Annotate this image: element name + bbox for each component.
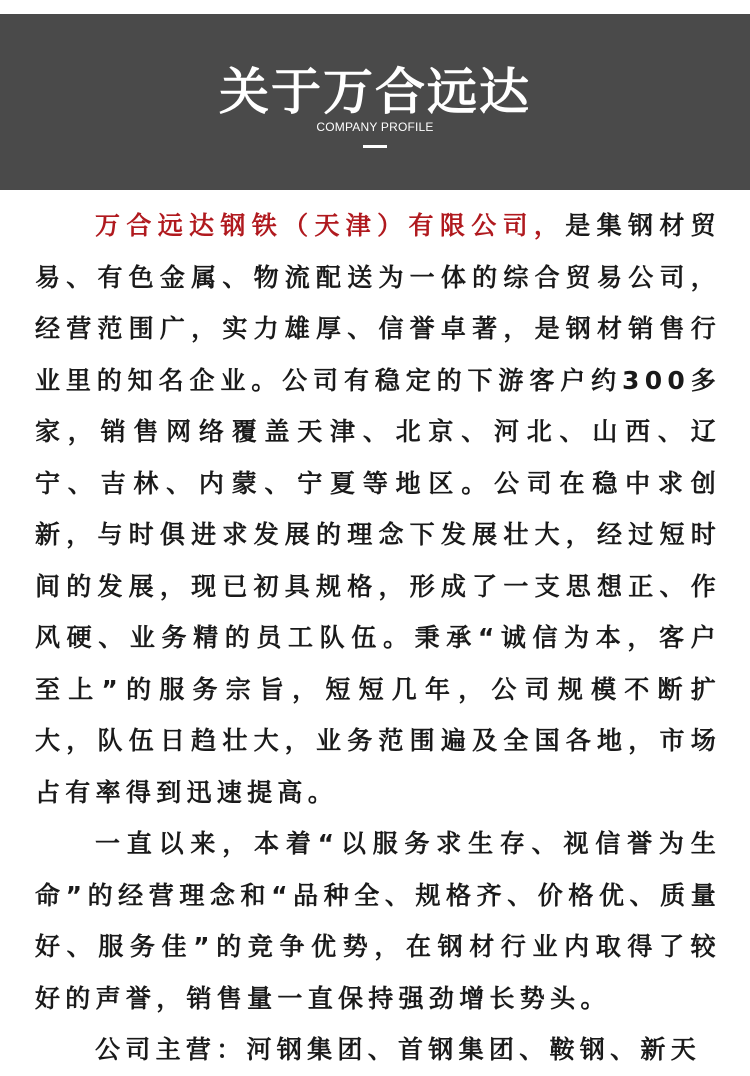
paragraph-philosophy: 一直以来，本着“以服务求生存、视信誉为生命”的经营理念和“品种全、规格齐、价格优、质量好、服务佳”的竞争优势，在钢材行业内取得了较好的声誉，销售量一直保持强劲增长势头。	[35, 829, 721, 1013]
title-divider	[363, 145, 387, 148]
paragraph-intro	[35, 200, 721, 818]
top-strip	[0, 0, 750, 14]
paragraph-intro-text: 是集钢材贸易、有色金属、物流配送为一体的综合贸易公司，经营范围广，实力雄厚、信誉卓著，是钢材销售行业里的知名企业。公司有稳定的下游客户约300多家，销售网络覆盖天津、北京、河北、山西、辽宁、吉林、内蒙、宁夏等地区。公司在稳中求创新，与时俱进求发展的理念下发展壮大，经过短时间的发展，现已初具规格，形成了一支思想正、作风硬、业务精的员工队伍。秉承“诚信为本，客户至上”的服务宗旨，短短几年，公司规模不断扩大，队伍日趋壮大，业务范围遍及全国各地，市场占有率得到迅速提高。	[35, 211, 721, 807]
company-name: 万合远达钢铁（天津）有限公司，	[95, 211, 566, 240]
section-header	[0, 14, 750, 190]
page-title: 关于万合远达	[219, 63, 531, 121]
profile-body	[35, 200, 721, 1076]
page-subtitle: COMPANY PROFILE	[316, 120, 434, 134]
paragraph-products: 公司主营：河钢集团、首钢集团、鞍钢、新天	[95, 1035, 702, 1064]
